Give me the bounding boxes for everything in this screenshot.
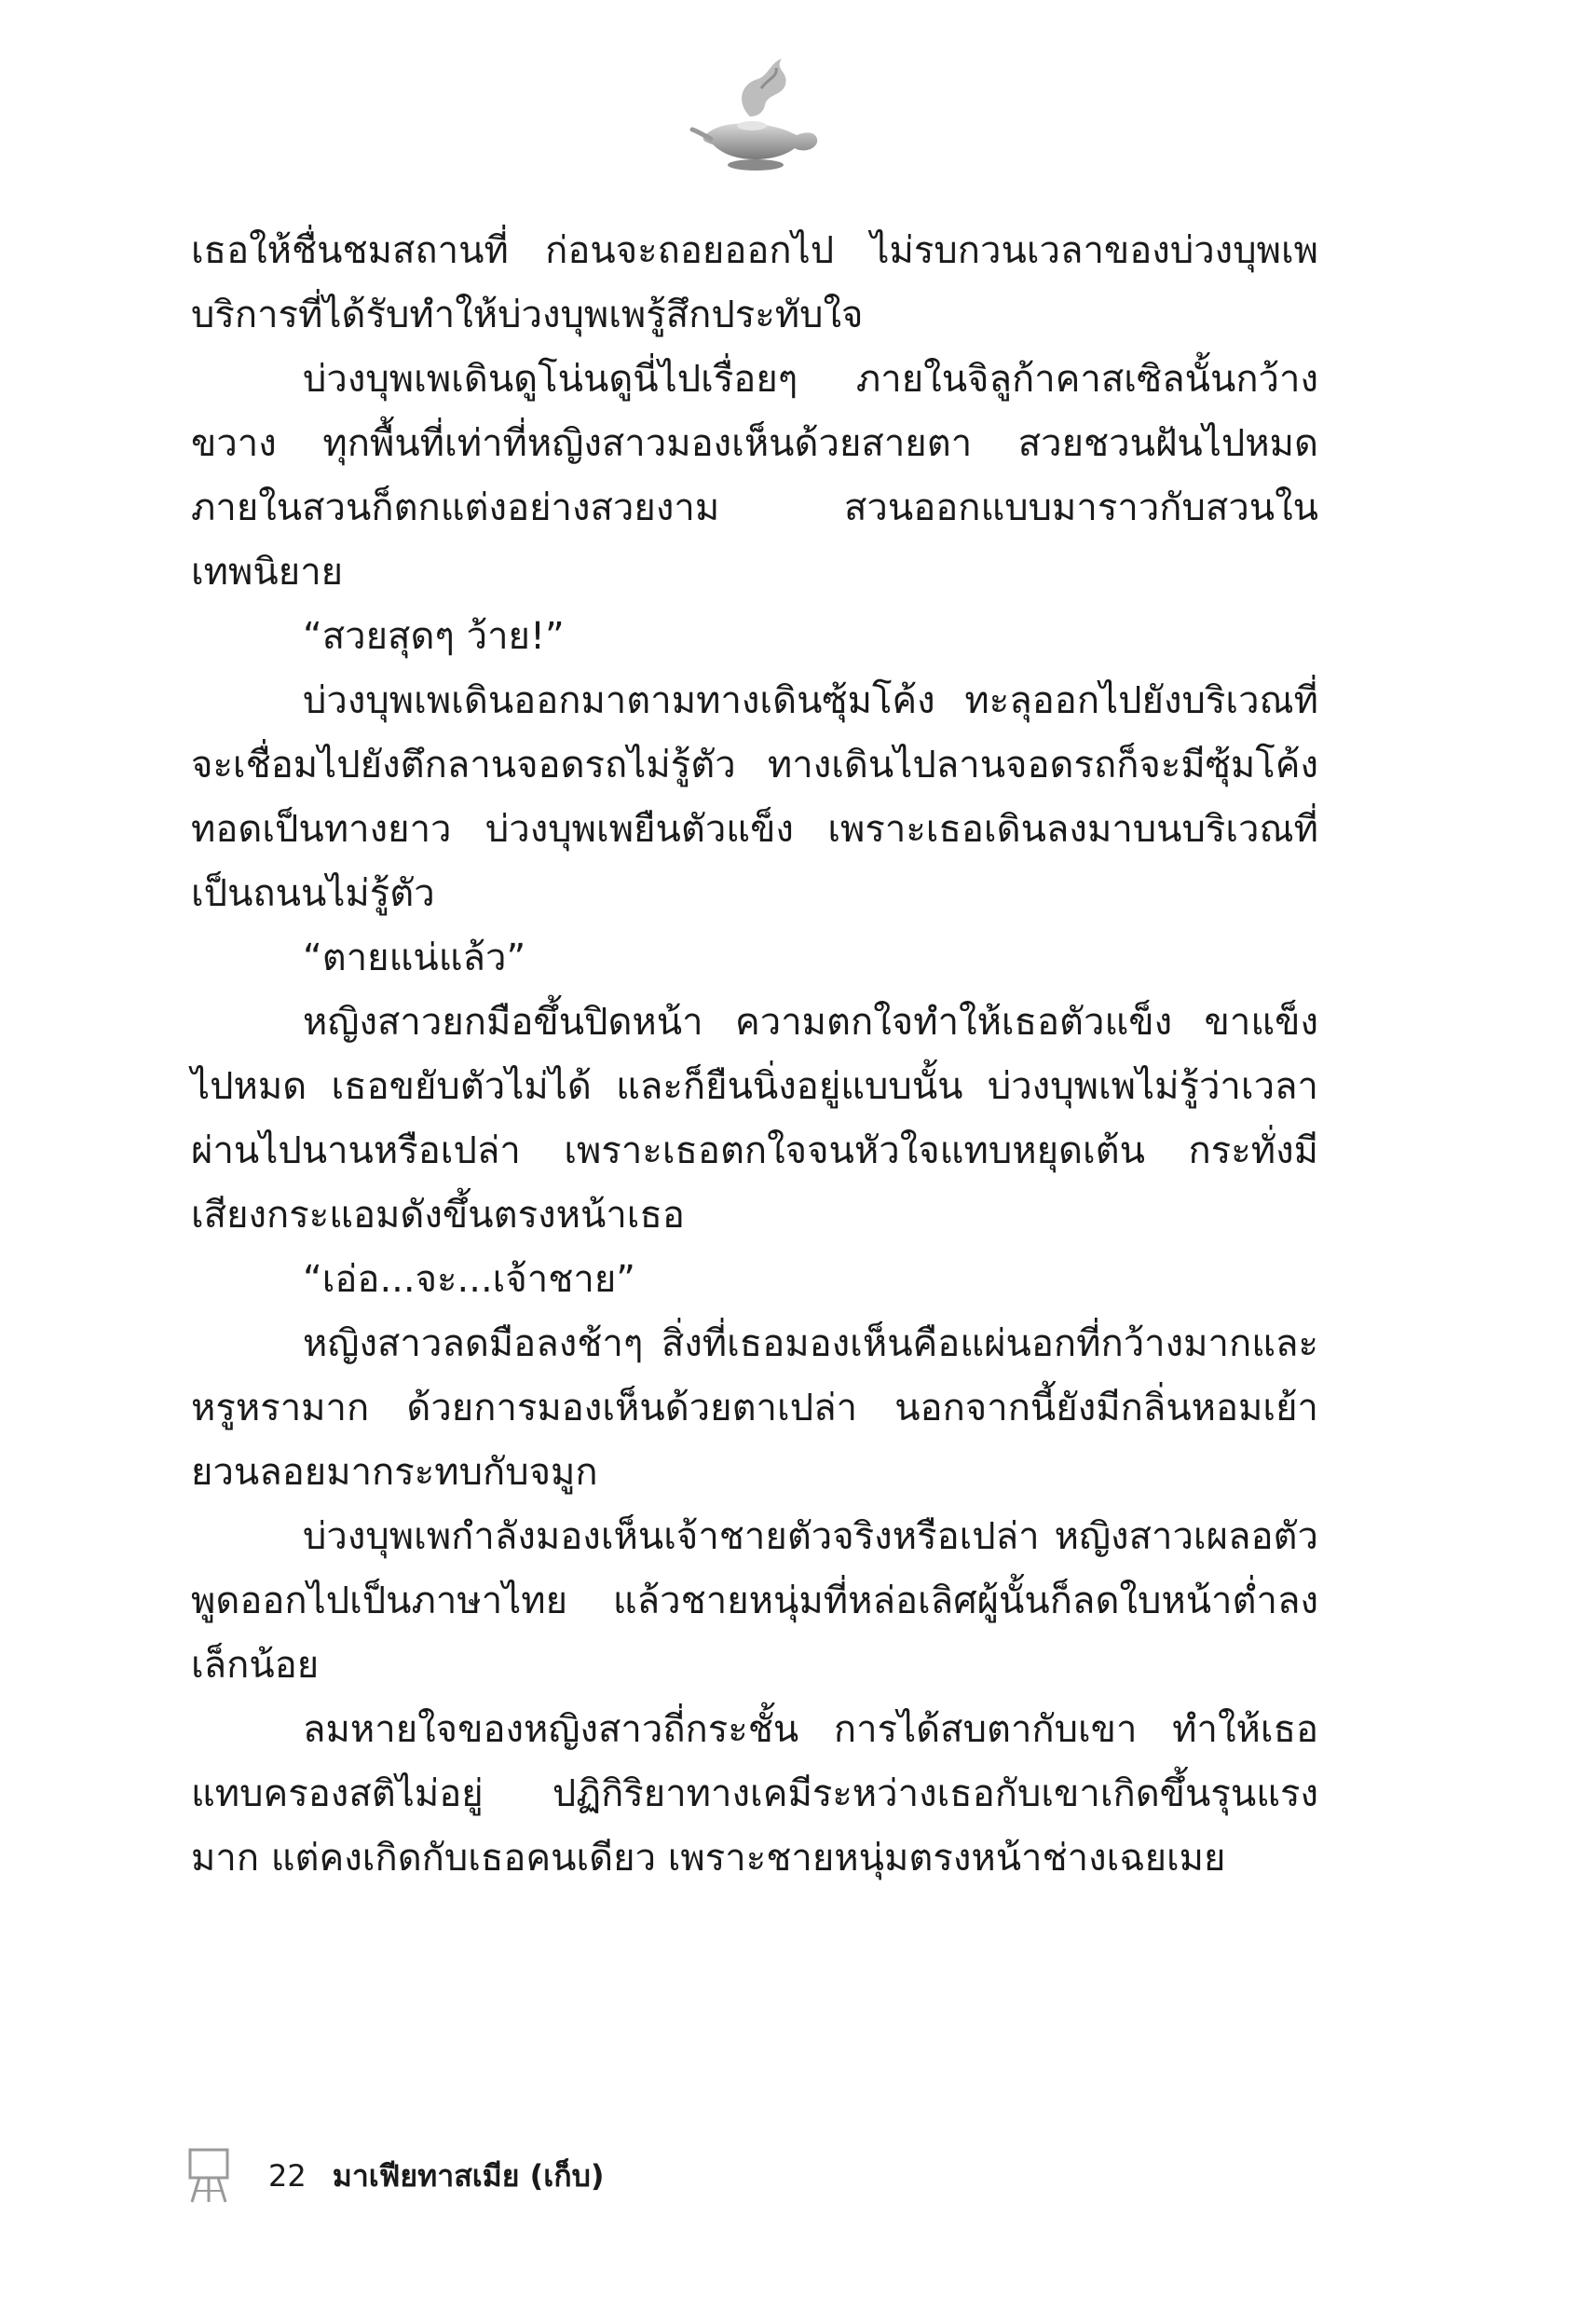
dialogue-line: “สวยสุดๆ ว้าย!” [303, 615, 565, 658]
paragraph: บ่วงบุพเพเดินออกมาตามทางเดินซุ้มโค้ง ทะลุออกไปยังบริเวณที่จะเชื่อมไปยังตึกลานจอดรถไม่รู้ตัว ทางเดินไปลานจอดรถก็จะมีซุ้มโค้งทอดเป็นทางยาว บ่วงบุพเพยืนตัวแข็ง เพราะเธอเดินลงมาบนบริเวณที่เป็นถนนไม่รู้ตัว [191, 679, 1318, 915]
paragraph: บ่วงบุพเพกำลังมองเห็นเจ้าชายตัวจริงหรือเปล่า หญิงสาวเผลอตัวพูดออกไปเป็นภาษาไทย แล้วชายหนุ่มที่หล่อเลิศผู้นั้นก็ลดใบหน้าต่ำลงเล็กน้อย [191, 1515, 1318, 1687]
dialogue-line: “เอ่อ...จะ...เจ้าชาย” [303, 1258, 635, 1301]
paragraph: บ่วงบุพเพเดินดูโน่นดูนี่ไปเรื่อยๆ ภายในจิลูก้าคาสเซิลนั้นกว้างขวาง ทุกพื้นที่เท่าที่หญิงสาวมองเห็นด้วยสายตา สวยชวนฝันไปหมด ภายในสวนก็ตกแต่งอย่างสวยงาม สวนออกแบบมาราวกับสวนในเทพนิยาย [191, 358, 1318, 594]
book-title: มาเฟียทาสเมีย (เก็บ) [332, 2157, 605, 2194]
page-number: 22 [268, 2158, 307, 2194]
paragraph: ลมหายใจของหญิงสาวถี่กระชั้น การได้สบตากับเขา ทำให้เธอแทบครองสติไม่อยู่ ปฏิกิริยาทางเคมีระหว่างเธอกับเขาเกิดขึ้นรุนแรงมาก แต่คงเกิดกับเธอคนเดียว เพราะชายหนุ่มตรงหน้าช่างเฉยเมย [191, 1708, 1318, 1880]
page-footer [186, 2148, 839, 2204]
paragraph: เธอให้ชื่นชมสถานที่ ก่อนจะถอยออกไป ไม่รบกวนเวลาของบ่วงบุพเพ บริการที่ได้รับทำให้บ่วงบุพเพรู้สึกประทับใจ [191, 229, 1318, 336]
easel-icon [186, 2148, 231, 2204]
body-text [191, 219, 1318, 1891]
genie-lamp-icon [685, 51, 825, 172]
paragraph: หญิงสาวยกมือขึ้นปิดหน้า ความตกใจทำให้เธอตัวแข็ง ขาแข็งไปหมด เธอขยับตัวไม่ได้ และก็ยืนนิ่งอยู่แบบนั้น บ่วงบุพเพไม่รู้ว่าเวลาผ่านไปนานหรือเปล่า เพราะเธอตกใจจนหัวใจแทบหยุดเต้น กระทั่งมีเสียงกระแอมดังขึ้นตรงหน้าเธอ [191, 1001, 1318, 1237]
paragraph: หญิงสาวลดมือลงช้าๆ สิ่งที่เธอมองเห็นคือแผ่นอกที่กว้างมากและหรูหรามาก ด้วยการมองเห็นด้วยตาเปล่า นอกจากนี้ยังมีกลิ่นหอมเย้ายวนลอยมากระทบกับจมูก [191, 1322, 1318, 1494]
dialogue-line: “ตายแน่แล้ว” [303, 937, 526, 979]
